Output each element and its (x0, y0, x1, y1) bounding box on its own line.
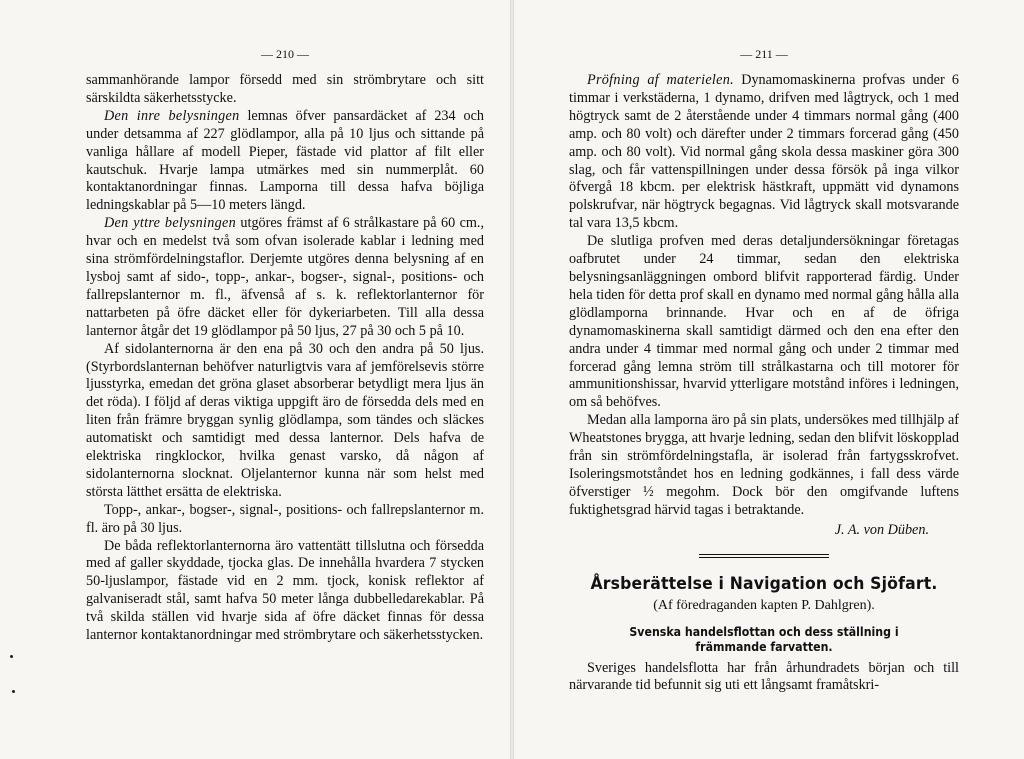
paragraph: Den yttre belysningen utgöres främst af 6 strålkastare på 60 cm., hvar och en medelst två som ofvan isolerade kablar i ledning med sina strömfördelningstaflor. Derjemte utgöres denna belysning af en lysboj samt af sido-, topp-, ankar-, bogser-, signal-, positions- och fallrepslanternor m. fl., äfvenså af s. k. reflektorlanternor för nattarbeten på öfre däcket eller för dykeriarbeten. Till alla dessa lanternor åtgår det 19 glödlampor på 50 ljus, 27 på 30 och 5 på 10. (86, 215, 484, 339)
left-page-body (86, 72, 484, 645)
paragraph: De slutliga profven med deras detaljundersökningar företagas oafbrutet under 24 timmar, sedan den elektriska belysningsanläggningen ombord blifvit rapporterad färdig. Under hela tiden för detta prof skall en dynamo med normal gång hålla alla glödlamporna brinnande. Hvar och en af de öfriga dynamomaskinerna skall samtidigt därmed och den ena efter den andra under 4 timmar med normal gång och under 2 timmar med forcerad gång lemna ström till strålkastarna och till motorer för ammunitionshissar, hvarvid ytterligare motstånd införes i ledningen, om så behöfves. (569, 233, 959, 411)
book-spine (510, 0, 514, 759)
scan-speck (10, 655, 13, 658)
section-title: Årsberättelse i Navigation och Sjöfart. (590, 573, 938, 594)
paragraph: Den inre belysningen lemnas öfver pansardäcket af 234 och under detsamma af 227 glödlampor, alla på 10 ljus och sittande på vanliga hållare af modell Pieper, fästade vid plattor af filt eller kautschuk. Hvarje lampa utmärkes med sin nummerplåt. 60 kontaktanordningar finnas. Lamporna till dessa hafva böjliga ledningskablar på 5—10 meters längd. (86, 107, 484, 214)
paragraph: sammanhörande lampor försedd med sin strömbrytare och sitt särskildta säkerhetsstycke. (86, 72, 484, 106)
page-number-right: — 211 — (740, 47, 788, 61)
paragraph: Af sidolanternorna är den ena på 30 och den andra på 50 ljus. (Styrbordslanternan behöfver naturligtvis vara af jemförelsevis större ljusstyrka, emedan det gröna glaset absorberar betydligt mera ljus än det röda). I följd af deras viktiga uppgift äro de försedda dels med en liten från främre bryggan synlig glödlampa, som tändes och släckes automatiskt och samtidigt med dessa lanternor. Dels hafva de elektriska ringklockor, hvilka genast varsko, då någon af sidolanternorna slocknat. Oljelanternor kunna när som helst med största lätthet ersätta de elektriska. (86, 340, 484, 500)
author-signature: J. A. von Düben. (834, 521, 929, 538)
left-page (86, 0, 484, 759)
paragraph: Pröfning af materielen. Dynamomaskinerna profvas under 6 timmar i verkstäderna, 1 dynamo, drifven med lågtryck, och 1 med högtryck samt de 2 återstående under 4 timmars normal gång (400 amp. och 80 volt) och därefter under 2 timmars forcerad gång (450 amp. och 80 volt). Vid normal gång skola dessa maskiner göra 300 slag, och får vattenspillningen under dessa försök på inga vilkor öfvergå 18 kbcm. per elektrisk hästkraft, uppmätt vid dynamons polskrufvar, när högtryck begagnas. Vid lågtryck skall motsvarande tal vara 13,5 kbcm. (569, 72, 959, 232)
right-page-final-text (569, 660, 959, 696)
paragraph: De båda reflektorlanternorna äro vattentätt tillslutna och försedda med af galler skyddade, tjocka glas. De innehålla hvardera 7 stycken 50-ljuslampor, fästade vid en 2 mm. tjock, konisk reflektor af galvaniseradt stål, samt hafva 50 meter långa dubbelledarekablar. På två skilda ställen vid hvarje sida af öfre däcket finnas för dessa lanternor kontaktanordningar med strömbrytare och säkerhetsstycken. (86, 537, 484, 644)
page-number-left: — 210 — (261, 47, 309, 61)
paragraph-lead: Den inre belysningen (104, 107, 240, 124)
section-byline: (Af föredraganden kapten P. Dahlgren). (653, 597, 875, 613)
paragraph: Topp-, ankar-, bogser-, signal-, positions- och fallrepslanternor m. fl. äro på 30 ljus. (86, 501, 484, 536)
paragraph: Sveriges handelsflotta har från århundradets början och till närvarande tid befunnit sig uti ett långsamt framåtskri- (569, 659, 959, 694)
scan-speck (12, 690, 15, 693)
section-divider (699, 554, 829, 558)
paragraph-lead: Den yttre belysningen (104, 215, 236, 232)
right-page-body (569, 72, 959, 540)
paragraph-lead: Pröfning af materielen. (587, 72, 734, 88)
subsection-title: Svenska handelsflottan och dess ställning i främmande farvatten. (629, 623, 899, 654)
paragraph: Medan alla lamporna äro på sin plats, undersökes med tillhjälp af Wheatstones brygga, att hvarje ledning, sedan den blifvit löskopplad från sin strömfördelningstafla, är isolerad från fartygsskrofvet. Isoleringsmotståndet hos en ledning godkännes, i fall dess värde öfverstiger ½ megohm. Dock bör den omgifvande luftens fuktighetsgrad härvid tagas i betraktande. (569, 412, 959, 518)
right-page (569, 0, 959, 759)
